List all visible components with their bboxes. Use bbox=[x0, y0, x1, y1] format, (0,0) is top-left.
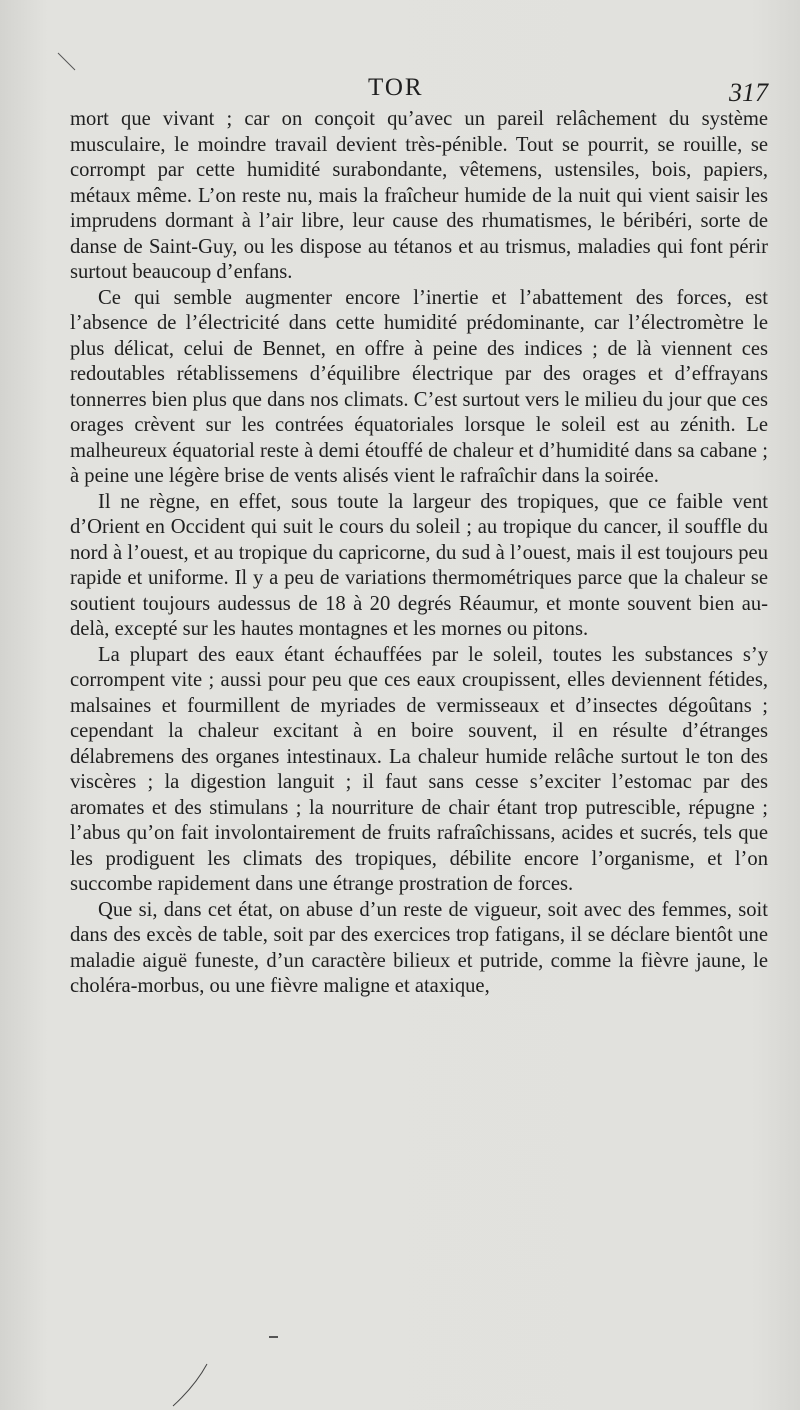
ink-dot-bottom bbox=[268, 1334, 280, 1340]
page-number: 317 bbox=[729, 78, 768, 107]
paragraph: Il ne règne, en effet, sous toute la largeur des tropiques, que ce faible vent d’Orient en Occident qui suit le cours du soleil ; au tropique du cancer, il souffle du nord à l’ouest, et au tropique du capricorne, du sud à l’ouest, mais il est toujours peu rapide et uniforme. Il y a peu de variations thermométriques parce que la chaleur se soutient toujours audessus de 18 à 20 degrés Réaumur, et monte souvent bien au-delà, excepté sur les hautes montagnes et les mornes ou pitons. bbox=[70, 490, 768, 640]
paragraph: Que si, dans cet état, on abuse d’un reste de vigueur, soit avec des femmes, soit dans des excès de table, soit par des exercices trop fatigans, il se déclare bientôt une maladie aiguë funeste, d’un caractère bilieux et putride, comme la fièvre jaune, le choléra-morbus, ou une fièvre maligne et ataxique, bbox=[70, 898, 768, 997]
body-text bbox=[70, 107, 768, 1000]
page-header bbox=[0, 74, 800, 108]
paragraph: La plupart des eaux étant échauffées par le soleil, toutes les substances s’y corrompent vite ; aussi pour peu que ces eaux croupissent, elles deviennent fétides, malsaines et fourmillent de myriades de vermisseaux et d’insectes dégoûtans ; cependant la chaleur excitant à en boire souvent, il en résulte d’étranges délabremens des organes intestinaux. La chaleur humide relâche surtout le ton des viscères ; la digestion languit ; il faut sans cesse s’exciter l’estomac par des aromates et des stimulans ; la nourriture de chair étant trop putrescible, répugne ; l’abus qu’on fait involontairement de fruits rafraîchissans, acides et sucrés, tels que les prodiguent les climats des tropiques, débilite encore l’organisme, et l’on succombe rapidement dans une étrange prostration de forces. bbox=[70, 643, 768, 895]
paragraph: mort que vivant ; car on conçoit qu’avec un pareil relâchement du système musculaire, le moindre travail devient très-pénible. Tout se pourrit, se rouille, se corrompt par cette humidité surabondante, vêtemens, ustensiles, bois, papiers, métaux même. L’on reste nu, mais la fraîcheur humide de la nuit qui vient saisir les imprudens dormant à l’air libre, leur cause des rhumatismes, le béribéri, sorte de danse de Saint-Guy, ou les dispose au tétanos et au trismus, maladies qui font périr surtout beaucoup d’enfans. bbox=[70, 108, 768, 283]
paragraph: Ce qui semble augmenter encore l’inertie et l’abattement des forces, est l’absence de l’électricité dans cette humidité prédominante, car l’électromètre le plus délicat, celui de Bennet, en offre à peine des indices ; de là viennent ces redoutables rétablissemens d’équilibre électrique par des orages et d’effrayans tonnerres bien plus que dans nos climats. C’est surtout vers le milieu du jour que ces orages crèvent sur les contrées équatoriales lorsque le soleil est au zénith. Le malheureux équatorial reste à demi étouffé de chaleur et d’humidité dans sa cabane ; à peine une légère brise de vents alisés vient le rafraîchir dans la soirée. bbox=[70, 286, 768, 487]
running-head: TOR bbox=[368, 74, 424, 101]
ink-scratch-bottom-left bbox=[165, 1360, 215, 1410]
